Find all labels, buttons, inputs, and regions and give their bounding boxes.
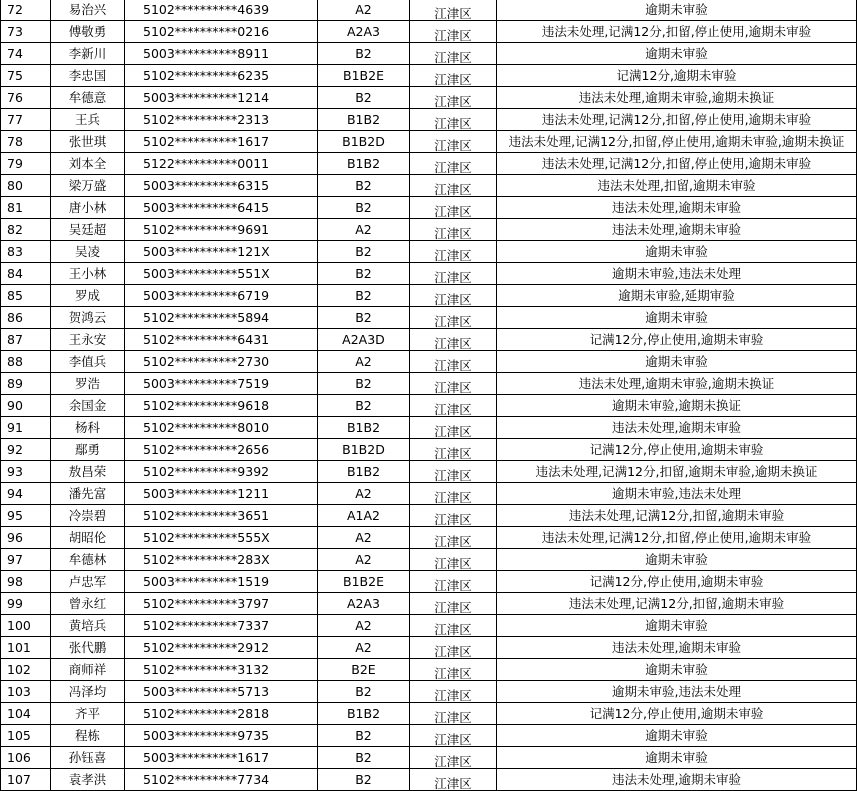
district-text: 江津区 <box>434 534 472 549</box>
name-cell: 敖昌荣 <box>51 461 125 483</box>
district-cell <box>410 351 497 373</box>
row-number-cell: 77 <box>1 109 51 131</box>
district-text: 江津区 <box>434 754 472 769</box>
license-class-cell: B1B2D <box>318 131 410 153</box>
id-number-cell: 5003**********551X <box>125 263 318 285</box>
name-cell: 牟德意 <box>51 87 125 109</box>
id-number-cell: 5003**********7519 <box>125 373 318 395</box>
district-cell <box>410 241 497 263</box>
table-row <box>1 241 857 263</box>
status-cell: 违法未处理,逾期未审验,逾期未换证 <box>497 373 857 395</box>
status-cell: 逾期未审验 <box>497 549 857 571</box>
table-row <box>1 681 857 703</box>
table-row <box>1 351 857 373</box>
name-cell: 贺鸿云 <box>51 307 125 329</box>
status-cell: 违法未处理,记满12分,扣留,停止使用,逾期未审验 <box>497 527 857 549</box>
row-number-cell: 104 <box>1 703 51 725</box>
status-cell: 逾期未审验,违法未处理 <box>497 681 857 703</box>
status-cell: 逾期未审验,逾期未换证 <box>497 395 857 417</box>
status-cell: 违法未处理,逾期未审验 <box>497 769 857 791</box>
district-text: 江津区 <box>434 94 472 109</box>
license-class-cell: B2 <box>318 747 410 769</box>
name-cell: 唐小林 <box>51 197 125 219</box>
status-cell: 违法未处理,扣留,逾期未审验 <box>497 175 857 197</box>
name-cell: 曾永红 <box>51 593 125 615</box>
district-cell <box>410 0 497 21</box>
name-cell: 胡昭伦 <box>51 527 125 549</box>
row-number-cell: 86 <box>1 307 51 329</box>
status-cell: 违法未处理,记满12分,扣留,停止使用,逾期未审验 <box>497 109 857 131</box>
row-number-cell: 91 <box>1 417 51 439</box>
name-cell: 潘先富 <box>51 483 125 505</box>
license-class-cell: B2 <box>318 769 410 791</box>
license-class-cell: A2A3D <box>318 329 410 351</box>
license-class-cell: B1B2 <box>318 153 410 175</box>
district-cell <box>410 373 497 395</box>
id-number-cell: 5102**********7337 <box>125 615 318 637</box>
name-cell: 卢忠军 <box>51 571 125 593</box>
row-number-cell: 102 <box>1 659 51 681</box>
id-number-cell: 5003**********121X <box>125 241 318 263</box>
name-cell: 王小林 <box>51 263 125 285</box>
status-cell: 记满12分,停止使用,逾期未审验 <box>497 703 857 725</box>
status-cell: 逾期未审验 <box>497 747 857 769</box>
table-row <box>1 87 857 109</box>
district-cell <box>410 461 497 483</box>
name-cell: 易治兴 <box>51 0 125 21</box>
id-number-cell: 5102**********6431 <box>125 329 318 351</box>
id-number-cell: 5102**********555X <box>125 527 318 549</box>
table-row <box>1 461 857 483</box>
table-row <box>1 197 857 219</box>
license-class-cell: A1A2 <box>318 505 410 527</box>
district-cell <box>410 681 497 703</box>
district-text: 江津区 <box>434 160 472 175</box>
row-number-cell: 87 <box>1 329 51 351</box>
row-number-cell: 76 <box>1 87 51 109</box>
name-cell: 王永安 <box>51 329 125 351</box>
status-cell: 违法未处理,逾期未审验,逾期未换证 <box>497 87 857 109</box>
district-cell <box>410 175 497 197</box>
name-cell: 李值兵 <box>51 351 125 373</box>
district-cell <box>410 637 497 659</box>
license-class-cell: B2 <box>318 197 410 219</box>
row-number-cell: 101 <box>1 637 51 659</box>
name-cell: 商师祥 <box>51 659 125 681</box>
license-class-cell: B1B2 <box>318 461 410 483</box>
table-row <box>1 747 857 769</box>
table-row <box>1 131 857 153</box>
status-cell: 违法未处理,逾期未审验 <box>497 197 857 219</box>
district-text: 江津区 <box>434 314 472 329</box>
name-cell: 鄢勇 <box>51 439 125 461</box>
district-text: 江津区 <box>434 600 472 615</box>
district-cell <box>410 769 497 791</box>
name-cell: 齐平 <box>51 703 125 725</box>
id-number-cell: 5003**********6719 <box>125 285 318 307</box>
license-class-cell: B1B2E <box>318 65 410 87</box>
district-text: 江津区 <box>434 402 472 417</box>
row-number-cell: 98 <box>1 571 51 593</box>
license-class-cell: A2A3 <box>318 593 410 615</box>
name-cell: 李忠国 <box>51 65 125 87</box>
name-cell: 牟德林 <box>51 549 125 571</box>
license-class-cell: A2 <box>318 219 410 241</box>
table-row <box>1 153 857 175</box>
table-row <box>1 417 857 439</box>
id-number-cell: 5102**********9618 <box>125 395 318 417</box>
license-class-cell: B1B2 <box>318 109 410 131</box>
district-cell <box>410 307 497 329</box>
table-row <box>1 637 857 659</box>
district-text: 江津区 <box>434 710 472 725</box>
status-cell: 记满12分,停止使用,逾期未审验 <box>497 439 857 461</box>
district-text: 江津区 <box>434 512 472 527</box>
name-cell: 傅敬勇 <box>51 21 125 43</box>
district-text: 江津区 <box>434 28 472 43</box>
district-cell <box>410 153 497 175</box>
row-number-cell: 89 <box>1 373 51 395</box>
row-number-cell: 105 <box>1 725 51 747</box>
table-row <box>1 263 857 285</box>
id-number-cell: 5102**********5894 <box>125 307 318 329</box>
status-cell: 违法未处理,逾期未审验 <box>497 637 857 659</box>
district-cell <box>410 483 497 505</box>
district-text: 江津区 <box>434 248 472 263</box>
table-row <box>1 527 857 549</box>
district-text: 江津区 <box>434 556 472 571</box>
id-number-cell: 5102**********2313 <box>125 109 318 131</box>
status-cell: 违法未处理,记满12分,扣留,逾期未审验,逾期未换证 <box>497 461 857 483</box>
status-cell: 记满12分,停止使用,逾期未审验 <box>497 329 857 351</box>
district-text: 江津区 <box>434 138 472 153</box>
id-number-cell: 5102**********3797 <box>125 593 318 615</box>
row-number-cell: 94 <box>1 483 51 505</box>
status-cell: 逾期未审验 <box>497 241 857 263</box>
license-class-cell: B2E <box>318 659 410 681</box>
status-cell: 记满12分,停止使用,逾期未审验 <box>497 571 857 593</box>
name-cell: 张代鹏 <box>51 637 125 659</box>
district-text: 江津区 <box>434 182 472 197</box>
license-class-cell: A2 <box>318 637 410 659</box>
table-row <box>1 439 857 461</box>
district-cell <box>410 87 497 109</box>
district-text: 江津区 <box>434 204 472 219</box>
id-number-cell: 5102**********2730 <box>125 351 318 373</box>
row-number-cell: 72 <box>1 0 51 21</box>
row-number-cell: 96 <box>1 527 51 549</box>
table-row <box>1 373 857 395</box>
status-cell: 逾期未审验,违法未处理 <box>497 483 857 505</box>
id-number-cell: 5102**********8010 <box>125 417 318 439</box>
district-text: 江津区 <box>434 666 472 681</box>
table-row <box>1 175 857 197</box>
district-cell <box>410 417 497 439</box>
status-cell: 逾期未审验 <box>497 615 857 637</box>
id-number-cell: 5102**********9392 <box>125 461 318 483</box>
status-cell: 逾期未审验 <box>497 43 857 65</box>
district-cell <box>410 659 497 681</box>
id-number-cell: 5102**********7734 <box>125 769 318 791</box>
name-cell: 孙钰喜 <box>51 747 125 769</box>
license-class-cell: B2 <box>318 681 410 703</box>
name-cell: 罗成 <box>51 285 125 307</box>
district-cell <box>410 329 497 351</box>
status-cell: 违法未处理,逾期未审验 <box>497 417 857 439</box>
district-text: 江津区 <box>434 644 472 659</box>
district-cell <box>410 395 497 417</box>
license-class-cell: B2 <box>318 395 410 417</box>
license-class-cell: B1B2 <box>318 417 410 439</box>
license-class-cell: B2 <box>318 43 410 65</box>
district-text: 江津区 <box>434 490 472 505</box>
name-cell: 杨科 <box>51 417 125 439</box>
row-number-cell: 74 <box>1 43 51 65</box>
name-cell: 李新川 <box>51 43 125 65</box>
table-body <box>1 0 857 791</box>
district-cell <box>410 439 497 461</box>
table-row <box>1 593 857 615</box>
district-cell <box>410 505 497 527</box>
name-cell: 袁孝洪 <box>51 769 125 791</box>
status-cell: 逾期未审验 <box>497 659 857 681</box>
district-text: 江津区 <box>434 776 472 791</box>
district-text: 江津区 <box>434 380 472 395</box>
license-class-cell: B2 <box>318 241 410 263</box>
district-text: 江津区 <box>434 732 472 747</box>
license-class-cell: A2A3 <box>318 21 410 43</box>
row-number-cell: 75 <box>1 65 51 87</box>
status-cell: 逾期未审验 <box>497 307 857 329</box>
district-text: 江津区 <box>434 336 472 351</box>
id-number-cell: 5003**********8911 <box>125 43 318 65</box>
license-class-cell: B2 <box>318 175 410 197</box>
district-text: 江津区 <box>434 358 472 373</box>
name-cell: 张世琪 <box>51 131 125 153</box>
license-class-cell: B2 <box>318 725 410 747</box>
row-number-cell: 85 <box>1 285 51 307</box>
row-number-cell: 88 <box>1 351 51 373</box>
license-class-cell: A2 <box>318 0 410 21</box>
table-row <box>1 483 857 505</box>
district-cell <box>410 747 497 769</box>
district-cell <box>410 549 497 571</box>
table-row <box>1 703 857 725</box>
district-cell <box>410 593 497 615</box>
license-class-cell: A2 <box>318 615 410 637</box>
license-class-cell: B2 <box>318 307 410 329</box>
id-number-cell: 5102**********283X <box>125 549 318 571</box>
district-text: 江津区 <box>434 468 472 483</box>
id-number-cell: 5102**********3651 <box>125 505 318 527</box>
district-cell <box>410 703 497 725</box>
license-class-cell: B1B2E <box>318 571 410 593</box>
license-class-cell: B1B2D <box>318 439 410 461</box>
status-cell: 违法未处理,逾期未审验 <box>497 219 857 241</box>
table-row <box>1 109 857 131</box>
name-cell: 余国金 <box>51 395 125 417</box>
license-class-cell: B2 <box>318 285 410 307</box>
table-row <box>1 505 857 527</box>
district-cell <box>410 571 497 593</box>
status-cell: 逾期未审验,延期审验 <box>497 285 857 307</box>
district-cell <box>410 285 497 307</box>
id-number-cell: 5122**********0011 <box>125 153 318 175</box>
row-number-cell: 93 <box>1 461 51 483</box>
row-number-cell: 90 <box>1 395 51 417</box>
status-cell: 逾期未审验 <box>497 725 857 747</box>
id-number-cell: 5102**********3132 <box>125 659 318 681</box>
status-cell: 违法未处理,记满12分,扣留,逾期未审验 <box>497 593 857 615</box>
license-class-cell: A2 <box>318 351 410 373</box>
name-cell: 冯泽均 <box>51 681 125 703</box>
license-class-cell: A2 <box>318 483 410 505</box>
table-row <box>1 769 857 791</box>
district-text: 江津区 <box>434 622 472 637</box>
row-number-cell: 99 <box>1 593 51 615</box>
row-number-cell: 79 <box>1 153 51 175</box>
table-row <box>1 615 857 637</box>
name-cell: 王兵 <box>51 109 125 131</box>
row-number-cell: 100 <box>1 615 51 637</box>
id-number-cell: 5003**********6315 <box>125 175 318 197</box>
district-text: 江津区 <box>434 72 472 87</box>
row-number-cell: 83 <box>1 241 51 263</box>
name-cell: 罗浩 <box>51 373 125 395</box>
id-number-cell: 5003**********1214 <box>125 87 318 109</box>
id-number-cell: 5102**********1617 <box>125 131 318 153</box>
id-number-cell: 5003**********9735 <box>125 725 318 747</box>
id-number-cell: 5003**********6415 <box>125 197 318 219</box>
name-cell: 吴凌 <box>51 241 125 263</box>
table-row <box>1 21 857 43</box>
district-text: 江津区 <box>434 6 472 21</box>
id-number-cell: 5102**********4639 <box>125 0 318 21</box>
district-cell <box>410 43 497 65</box>
status-cell: 违法未处理,记满12分,扣留,停止使用,逾期未审验,逾期未换证 <box>497 131 857 153</box>
status-cell: 记满12分,逾期未审验 <box>497 65 857 87</box>
row-number-cell: 92 <box>1 439 51 461</box>
row-number-cell: 82 <box>1 219 51 241</box>
table-row <box>1 659 857 681</box>
id-number-cell: 5003**********1211 <box>125 483 318 505</box>
table-row <box>1 571 857 593</box>
id-number-cell: 5102**********6235 <box>125 65 318 87</box>
district-cell <box>410 65 497 87</box>
id-number-cell: 5102**********0216 <box>125 21 318 43</box>
status-cell: 逾期未审验 <box>497 0 857 21</box>
id-number-cell: 5003**********1519 <box>125 571 318 593</box>
table-row <box>1 395 857 417</box>
license-class-cell: B2 <box>318 373 410 395</box>
license-class-cell: A2 <box>318 527 410 549</box>
table-row <box>1 329 857 351</box>
id-number-cell: 5003**********1617 <box>125 747 318 769</box>
status-cell: 逾期未审验,违法未处理 <box>497 263 857 285</box>
row-number-cell: 78 <box>1 131 51 153</box>
id-number-cell: 5102**********9691 <box>125 219 318 241</box>
district-text: 江津区 <box>434 270 472 285</box>
district-cell <box>410 527 497 549</box>
district-cell <box>410 725 497 747</box>
district-text: 江津区 <box>434 446 472 461</box>
row-number-cell: 81 <box>1 197 51 219</box>
district-text: 江津区 <box>434 226 472 241</box>
name-cell: 程栋 <box>51 725 125 747</box>
name-cell: 梁万盛 <box>51 175 125 197</box>
district-text: 江津区 <box>434 578 472 593</box>
district-cell <box>410 219 497 241</box>
status-cell: 违法未处理,记满12分,扣留,停止使用,逾期未审验 <box>497 153 857 175</box>
license-class-cell: B2 <box>318 263 410 285</box>
row-number-cell: 103 <box>1 681 51 703</box>
district-text: 江津区 <box>434 292 472 307</box>
table-row <box>1 219 857 241</box>
id-number-cell: 5102**********2818 <box>125 703 318 725</box>
license-class-cell: A2 <box>318 549 410 571</box>
district-text: 江津区 <box>434 116 472 131</box>
district-cell <box>410 263 497 285</box>
district-cell <box>410 131 497 153</box>
table-row <box>1 307 857 329</box>
license-class-cell: B2 <box>318 87 410 109</box>
district-text: 江津区 <box>434 424 472 439</box>
name-cell: 吴廷超 <box>51 219 125 241</box>
license-class-cell: B1B2 <box>318 703 410 725</box>
status-cell: 逾期未审验 <box>497 351 857 373</box>
table-row <box>1 549 857 571</box>
district-cell <box>410 109 497 131</box>
name-cell: 黄培兵 <box>51 615 125 637</box>
row-number-cell: 95 <box>1 505 51 527</box>
row-number-cell: 106 <box>1 747 51 769</box>
district-cell <box>410 615 497 637</box>
table-row <box>1 285 857 307</box>
status-cell: 违法未处理,记满12分,扣留,逾期未审验 <box>497 505 857 527</box>
id-number-cell: 5102**********2912 <box>125 637 318 659</box>
table-row <box>1 725 857 747</box>
id-number-cell: 5003**********5713 <box>125 681 318 703</box>
table-row <box>1 0 857 21</box>
row-number-cell: 107 <box>1 769 51 791</box>
name-cell: 刘本全 <box>51 153 125 175</box>
row-number-cell: 73 <box>1 21 51 43</box>
row-number-cell: 80 <box>1 175 51 197</box>
table-row <box>1 65 857 87</box>
district-text: 江津区 <box>434 50 472 65</box>
row-number-cell: 84 <box>1 263 51 285</box>
id-number-cell: 5102**********2656 <box>125 439 318 461</box>
status-cell: 违法未处理,记满12分,扣留,停止使用,逾期未审验 <box>497 21 857 43</box>
district-text: 江津区 <box>434 688 472 703</box>
table-row <box>1 43 857 65</box>
row-number-cell: 97 <box>1 549 51 571</box>
district-cell <box>410 197 497 219</box>
district-cell <box>410 21 497 43</box>
name-cell: 冷崇碧 <box>51 505 125 527</box>
